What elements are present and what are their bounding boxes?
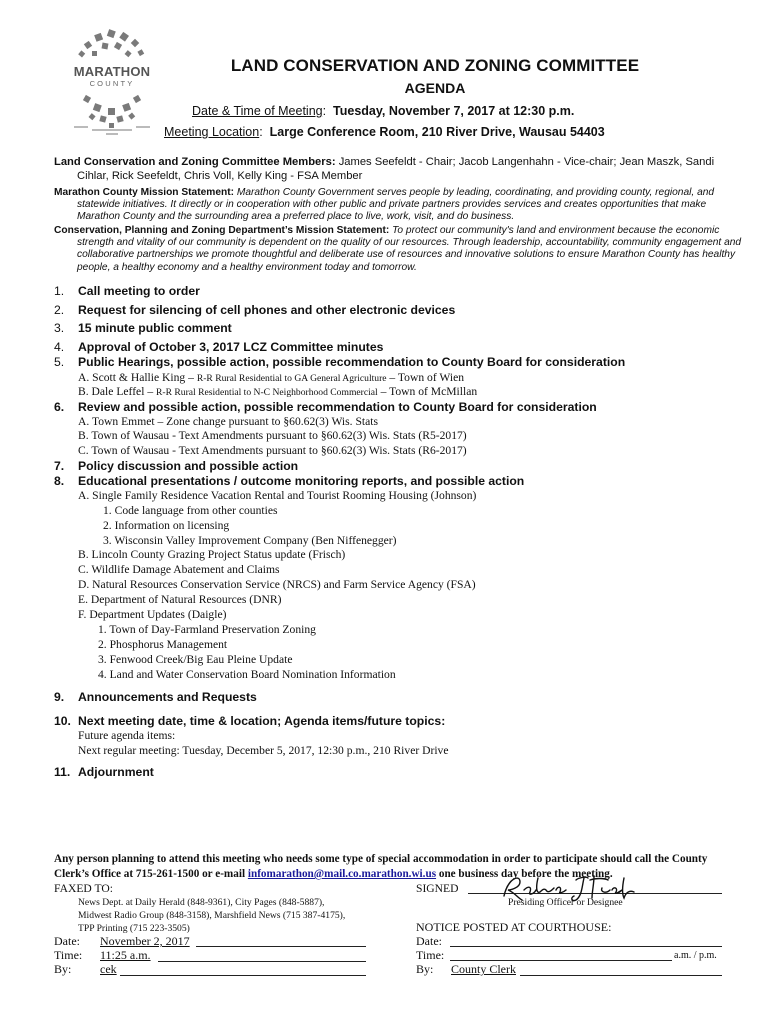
fax-by-line xyxy=(120,975,366,976)
agenda-item xyxy=(54,765,154,779)
meeting-datetime: Date & Time of Meeting: Tuesday, November 7, 2017 at 12:30 p.m. xyxy=(192,104,575,118)
item-number: 9. xyxy=(54,690,65,704)
agenda-item xyxy=(54,340,383,354)
fax-date-value: November 2, 2017 xyxy=(100,934,190,948)
agenda-item xyxy=(54,400,597,414)
item-text: Approval of October 3, 2017 LCZ Committee minutes xyxy=(78,340,384,354)
item8-sub: 4. Land and Water Conservation Board Nomination Information xyxy=(98,668,396,681)
item8-sub: 2. Phosphorus Management xyxy=(98,638,228,651)
contact-email-link[interactable]: infomarathon@mail.co.marathon.wi.us xyxy=(247,868,437,880)
item6-sub: C. Town of Wausau - Text Amendments pursuant to §60.62(3) Wis. Stats (R6-2017) xyxy=(78,444,467,457)
item-number: 11. xyxy=(54,765,71,779)
faxed-to-label: FAXED TO: xyxy=(54,882,113,895)
fax-time-value: 11:25 a.m. xyxy=(100,948,151,962)
item8-sub: B. Lincoln County Grazing Project Status update (Frisch) xyxy=(78,548,346,561)
county-mission-statement xyxy=(54,187,749,224)
agenda-item xyxy=(54,714,445,728)
item-number: 2. xyxy=(54,303,65,317)
item8-sub: E. Department of Natural Resources (DNR) xyxy=(78,593,282,606)
posted-by-value: County Clerk xyxy=(451,962,516,976)
fax-line: News Dept. at Daily Herald (848-9361), City Pages (848-5887), xyxy=(78,897,325,908)
fax-time-line xyxy=(158,961,366,962)
item-number: 6. xyxy=(54,400,65,414)
item5-sub-a: A. Scott & Hallie King – R-R Rural Residential to GA General Agriculture – Town of Wien xyxy=(78,371,465,384)
posted-time-label: Time: xyxy=(416,948,445,962)
posted-by-line xyxy=(520,975,722,976)
fax-by-value: cek xyxy=(100,962,117,976)
datetime-value: Tuesday, November 7, 2017 at 12:30 p.m. xyxy=(333,104,575,118)
mission-text: Marathon County Government serves people by leading, coordinating, and providing county, regional, and statewide initiatives. It directly or in cooperation with other public and private partners provides services and creates opportunities that make Marathon County and the surrounding area a preferred place to live, work, visit, and do business. xyxy=(77,187,715,223)
item10-sub: Future agenda items: xyxy=(78,729,176,742)
posted-date-line xyxy=(450,946,722,947)
item-number: 4. xyxy=(54,340,65,354)
item-text: Policy discussion and possible action xyxy=(78,459,299,473)
fax-line: TPP Printing (715 223-3505) xyxy=(78,923,190,934)
members-text: James Seefeldt - Chair; Jacob Langenhahn - Vice-chair; Jean Maszk, Sandi Cihlar, Rick Seefeldt, Chris Voll, Kelly King - FSA Member xyxy=(77,156,715,182)
item-number: 5. xyxy=(54,355,65,369)
item10-sub: Next regular meeting: Tuesday, December 5, 2017, 12:30 p.m., 210 River Drive xyxy=(78,744,449,757)
item-number: 1. xyxy=(54,284,65,298)
item-number: 8. xyxy=(54,474,65,488)
fax-line: Midwest Radio Group (848-3158), Marshfield News (715 387-4175), xyxy=(78,910,346,921)
datetime-label: Date & Time of Meeting xyxy=(192,104,323,118)
item-text: Request for silencing of cell phones and other electronic devices xyxy=(78,303,456,317)
logo-wordmark: MARATHON xyxy=(73,64,151,79)
department-mission-statement xyxy=(54,225,749,274)
agenda-item xyxy=(54,284,200,298)
agenda-item xyxy=(54,303,455,317)
item-number: 7. xyxy=(54,459,65,473)
agenda-item xyxy=(54,355,625,369)
item5-sub-b: B. Dale Leffel – R-R Rural Residential to N-C Neighborhood Commercial – Town of McMillan xyxy=(78,385,478,398)
item8-sub: F. Department Updates (Daigle) xyxy=(78,608,227,621)
mission-label: Marathon County Mission Statement: xyxy=(54,187,234,198)
item-number: 10. xyxy=(54,714,71,728)
item-text: Next meeting date, time & location; Agenda items/future topics: xyxy=(78,714,446,728)
agenda-item xyxy=(54,459,298,473)
meeting-location: Meeting Location: Large Conference Room, 210 River Drive, Wausau 54403 xyxy=(164,125,605,139)
notice-text-end: one business day before the meeting. xyxy=(436,868,613,880)
item8-sub: 1. Town of Day-Farmland Preservation Zoning xyxy=(98,623,316,636)
item8-sub: 2. Information on licensing xyxy=(103,519,230,532)
posted-time-line xyxy=(450,960,672,961)
posted-time-suffix: a.m. / p.m. xyxy=(674,950,717,961)
item8-sub: C. Wildlife Damage Abatement and Claims xyxy=(78,563,280,576)
item-text: Review and possible action, possible recommendation to County Board for consideration xyxy=(78,400,597,414)
item-text: Call meeting to order xyxy=(78,284,200,298)
item-text: Educational presentations / outcome monitoring reports, and possible action xyxy=(78,474,525,488)
notice-text: Any person planning to attend this meeting who needs some type of special accommodation in order to participate should call the County Clerk’s Office at 715-261-1500 or e-mail xyxy=(54,853,708,880)
dept-mission-label: Conservation, Planning and Zoning Department’s Mission Statement: xyxy=(54,225,390,236)
members-label: Land Conservation and Zoning Committee Members: xyxy=(54,156,336,168)
fax-date-label: Date: xyxy=(54,934,80,948)
posted-date-label: Date: xyxy=(416,934,442,948)
agenda-item xyxy=(54,474,524,488)
agenda-item xyxy=(54,690,257,704)
item-text: 15 minute public comment xyxy=(78,321,232,335)
posted-by-label: By: xyxy=(416,962,434,976)
signed-caption: Presiding Officer or Designee xyxy=(508,897,623,908)
location-label: Meeting Location xyxy=(164,125,260,139)
committee-members xyxy=(54,155,747,183)
item-text: Public Hearings, possible action, possible recommendation to County Board for consideration xyxy=(78,355,626,369)
dept-mission-text: To protect our community's land and environment because the economic strength and vitality of our community is dependent on the quality of our resources. Through leadership, accountability, community engagement and collaborative partnerships we promote thoughtful and deliberate use of resources and innovative solutions to ensure Marathon County has healthy people, a healthy economy and a healthy environment today and tomorrow. xyxy=(77,225,742,273)
logo-subtitle: COUNTY xyxy=(89,79,135,88)
item8-sub: 3. Wisconsin Valley Improvement Company (Ben Niffenegger) xyxy=(103,534,397,547)
item8-sub: A. Single Family Residence Vacation Rental and Tourist Rooming Housing (Johnson) xyxy=(78,489,477,502)
item8-sub: 1. Code language from other counties xyxy=(103,504,278,517)
item8-sub: 3. Fenwood Creek/Big Eau Pleine Update xyxy=(98,653,293,666)
item6-sub: A. Town Emmet – Zone change pursuant to §60.62(3) Wis. Stats xyxy=(78,415,379,428)
agenda-item xyxy=(54,321,232,335)
fax-date-line xyxy=(196,946,366,947)
signed-label: SIGNED xyxy=(416,882,459,895)
location-value: Large Conference Room, 210 River Drive, Wausau 54403 xyxy=(269,125,605,139)
item8-sub: D. Natural Resources Conservation Service (NRCS) and Farm Service Agency (FSA) xyxy=(78,578,476,591)
document-title: LAND CONSERVATION AND ZONING COMMITTEE xyxy=(230,56,640,75)
item6-sub: B. Town of Wausau - Text Amendments pursuant to §60.62(3) Wis. Stats (R5-2017) xyxy=(78,429,467,442)
item-number: 3. xyxy=(54,321,65,335)
fax-by-label: By: xyxy=(54,962,72,976)
item-text: Adjournment xyxy=(78,765,154,779)
document-subtitle: AGENDA xyxy=(404,80,466,96)
item-text: Announcements and Requests xyxy=(78,690,257,704)
fax-time-label: Time: xyxy=(54,948,83,962)
posted-title: NOTICE POSTED AT COURTHOUSE: xyxy=(416,920,612,934)
